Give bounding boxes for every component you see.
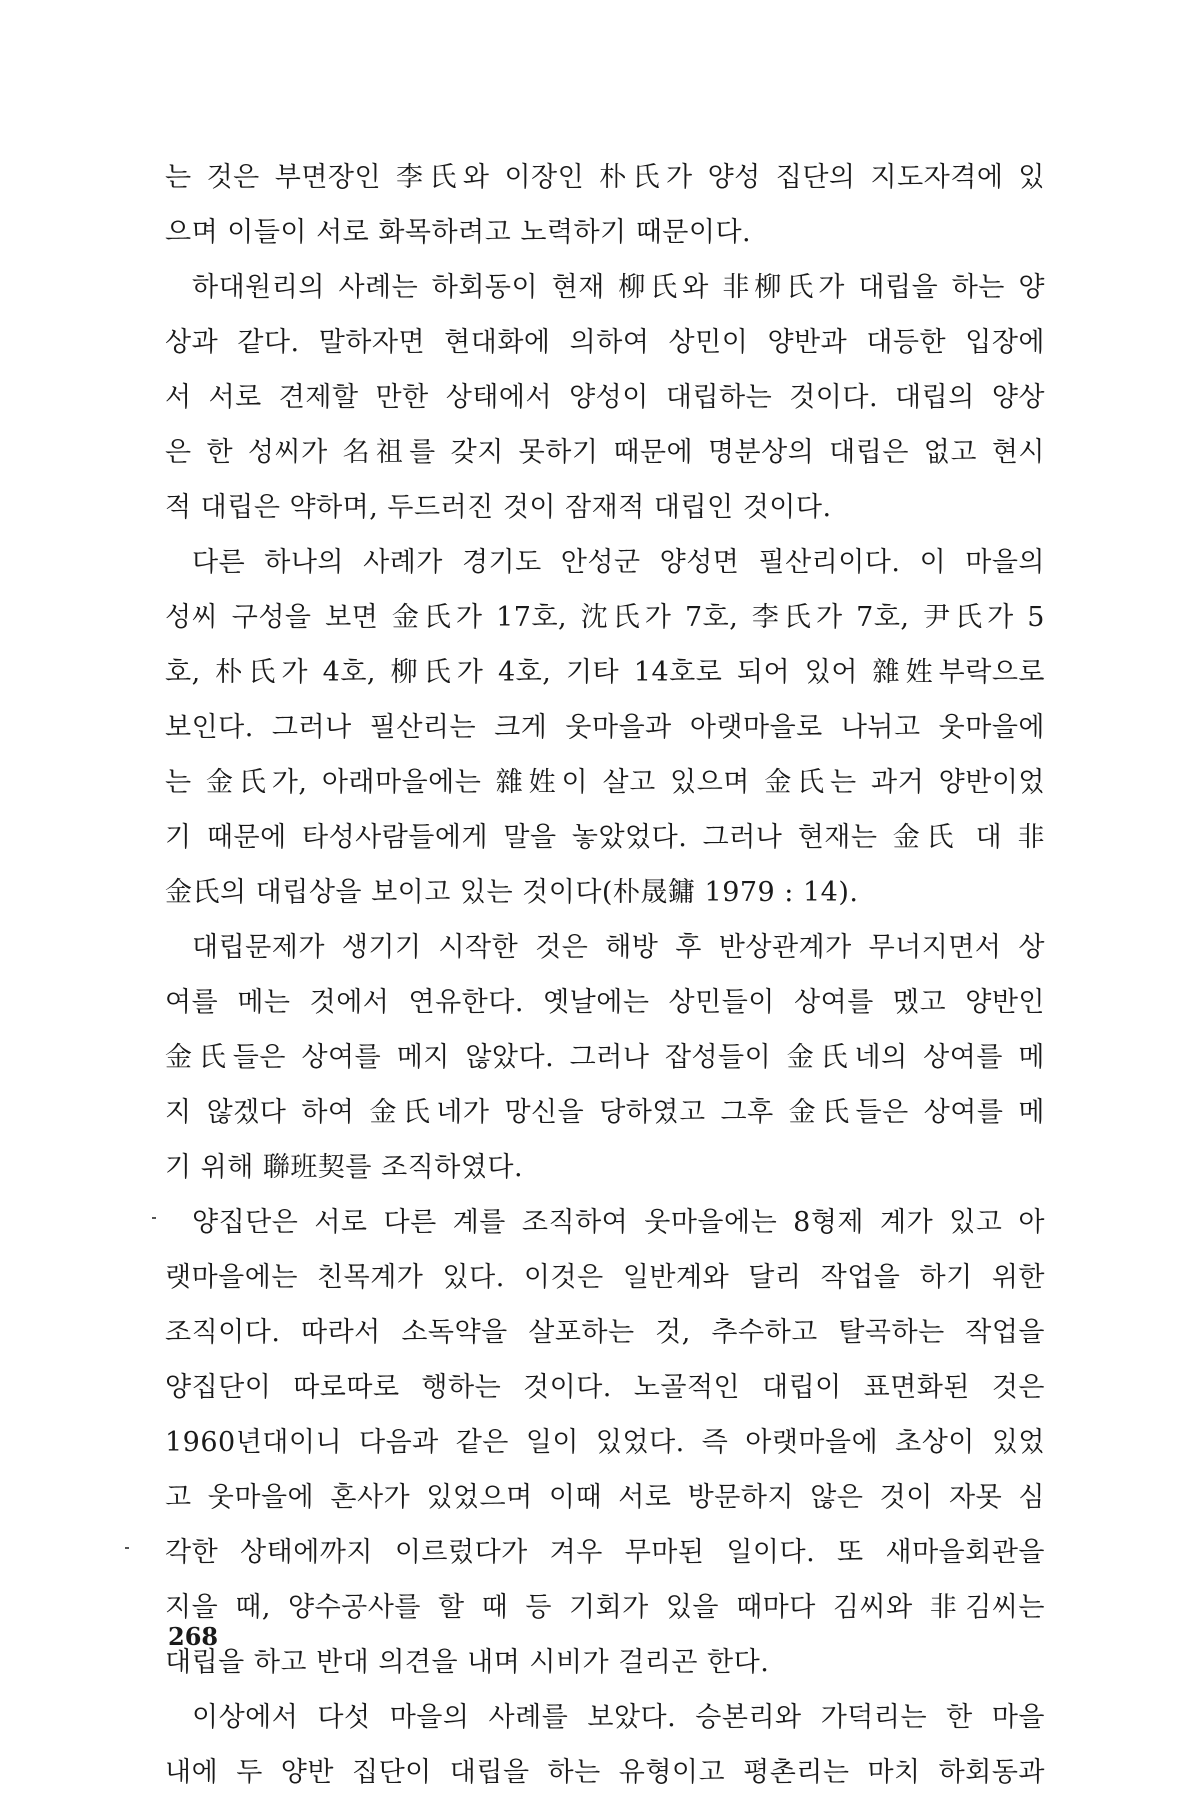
text-line: 랫마을에는 친목계가 있다. 이것은 일반계와 달리 작업을 하기 위한 <box>165 1262 1045 1293</box>
text-line: 다른 하나의 사례가 경기도 안성군 양성면 필산리이다. 이 마을의 <box>192 547 1045 578</box>
text-line: 여를 메는 것에서 연유한다. 옛날에는 상민들이 상여를 멨고 양반인 <box>165 987 1045 1018</box>
text-line: 각한 상태에까지 이르렀다가 겨우 무마된 일이다. 또 새마을회관을 <box>165 1537 1045 1568</box>
text-line: 상과 같다. 말하자면 현대화에 의하여 상민이 양반과 대등한 입장에 <box>165 327 1045 358</box>
text-line: 으며 이들이 서로 화목하려고 노력하기 때문이다. <box>165 217 752 248</box>
text-line: 지 않겠다 하여 金氏네가 망신을 당하였고 그후 金氏들은 상여를 메 <box>165 1097 1045 1128</box>
body-text <box>165 150 1045 1800</box>
text-line: 기 때문에 타성사람들에게 말을 놓았었다. 그러나 현재는 金氏 대 非 <box>165 822 1045 853</box>
margin-mark <box>152 1217 156 1219</box>
text-line: 서 서로 견제할 만한 상태에서 양성이 대립하는 것이다. 대립의 양상 <box>165 382 1045 413</box>
text-line: 호, 朴氏가 4호, 柳氏가 4호, 기타 14호로 되어 있어 雜姓부락으로 <box>165 657 1045 688</box>
text-line: 지을 때, 양수공사를 할 때 등 기회가 있을 때마다 김씨와 非김씨는 <box>165 1592 1045 1623</box>
text-line: 조직이다. 따라서 소독약을 살포하는 것, 추수하고 탈곡하는 작업을 <box>165 1317 1045 1348</box>
text-line: 양집단이 따로따로 행하는 것이다. 노골적인 대립이 표면화된 것은 <box>165 1372 1045 1403</box>
text-line: 金氏의 대립상을 보이고 있는 것이다(朴晟鏞 1979 : 14). <box>165 877 859 908</box>
text-line: 기 위해 聯班契를 조직하였다. <box>165 1152 524 1183</box>
page-number: 268 <box>168 1622 219 1651</box>
text-line: 金氏들은 상여를 메지 않았다. 그러나 잡성들이 金氏네의 상여를 메 <box>165 1042 1045 1073</box>
text-line: 대립을 하고 반대 의견을 내며 시비가 걸리곤 한다. <box>165 1647 770 1678</box>
text-line: 보인다. 그러나 필산리는 크게 웃마을과 아랫마을로 나뉘고 웃마을에 <box>165 712 1045 743</box>
text-line: 성씨 구성을 보면 金氏가 17호, 沈氏가 7호, 李氏가 7호, 尹氏가 5 <box>165 602 1045 633</box>
text-line: 양집단은 서로 다른 계를 조직하여 웃마을에는 8형제 계가 있고 아 <box>192 1207 1045 1238</box>
text-line: 이상에서 다섯 마을의 사례를 보았다. 승본리와 가덕리는 한 마을 <box>192 1702 1045 1733</box>
text-line: 는 것은 부면장인 李氏와 이장인 朴氏가 양성 집단의 지도자격에 있 <box>165 162 1045 193</box>
text-line: 은 한 성씨가 名祖를 갖지 못하기 때문에 명분상의 대립은 없고 현시 <box>165 437 1045 468</box>
text-line: 하대원리의 사례는 하회동이 현재 柳氏와 非柳氏가 대립을 하는 양 <box>192 272 1045 303</box>
text-line: 내에 두 양반 집단이 대립을 하는 유형이고 평촌리는 마치 하회동과 <box>165 1757 1045 1788</box>
text-line: 1960년대이니 다음과 같은 일이 있었다. 즉 아랫마을에 초상이 있었 <box>165 1427 1045 1458</box>
text-line: 고 웃마을에 혼사가 있었으며 이때 서로 방문하지 않은 것이 자못 심 <box>165 1482 1045 1513</box>
text-line: 적 대립은 약하며, 두드러진 것이 잠재적 대립인 것이다. <box>165 492 832 523</box>
margin-mark <box>125 1547 129 1549</box>
text-line: 대립문제가 생기기 시작한 것은 해방 후 반상관계가 무너지면서 상 <box>192 932 1045 963</box>
text-line: 는 金氏가, 아래마을에는 雜姓이 살고 있으며 金氏는 과거 양반이었 <box>165 767 1045 798</box>
